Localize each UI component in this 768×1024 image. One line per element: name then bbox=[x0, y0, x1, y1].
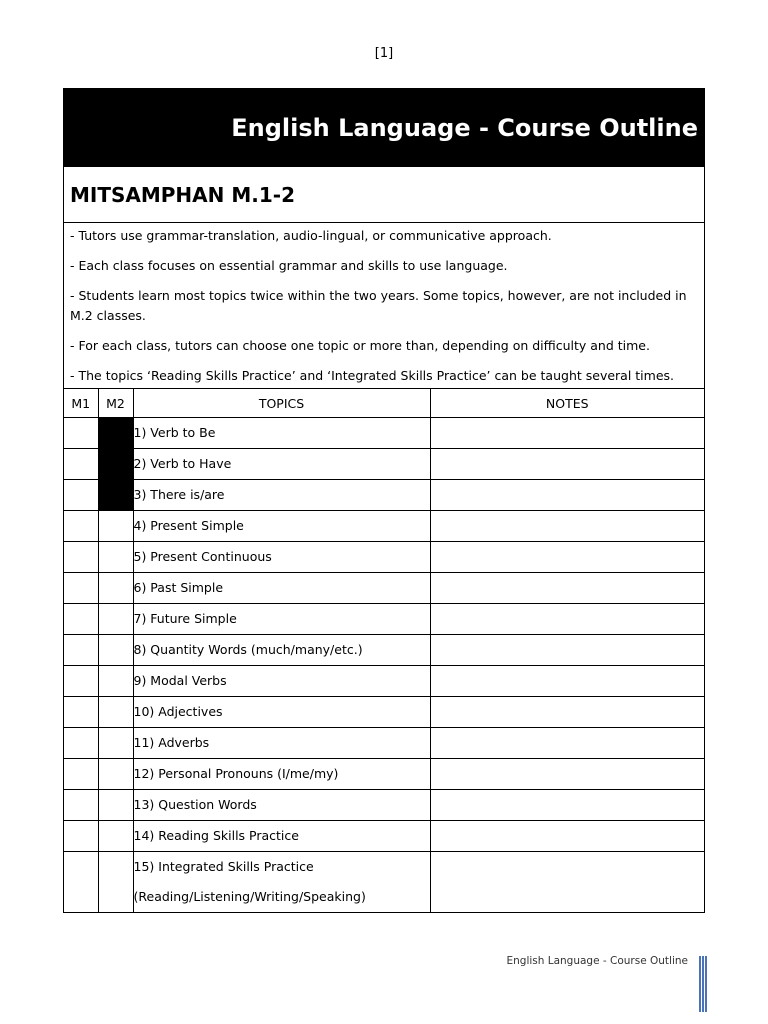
notes-cell bbox=[430, 759, 704, 790]
topic-cell bbox=[133, 821, 430, 852]
topic-cell bbox=[133, 852, 430, 913]
topic-label: 10) Adjectives bbox=[133, 704, 223, 719]
m1-cell bbox=[64, 418, 98, 449]
topic-cell bbox=[133, 418, 430, 449]
topic-label: 1) Verb to Be bbox=[133, 425, 216, 440]
notes-cell bbox=[430, 573, 704, 604]
topic-cell bbox=[133, 666, 430, 697]
m2-cell bbox=[98, 852, 133, 913]
table-row bbox=[64, 511, 704, 542]
m2-cell bbox=[98, 759, 133, 790]
m2-cell-excluded bbox=[98, 480, 133, 511]
topic-label: 3) There is/are bbox=[133, 487, 225, 502]
footer-bar bbox=[702, 956, 704, 1012]
table-row bbox=[64, 728, 704, 759]
notes-block bbox=[64, 222, 704, 388]
topic-label: 4) Present Simple bbox=[133, 518, 244, 533]
m1-cell bbox=[64, 511, 98, 542]
notes-cell bbox=[430, 666, 704, 697]
topic-label: 12) Personal Pronouns (I/me/my) bbox=[133, 766, 339, 781]
course-outline bbox=[63, 88, 705, 913]
topic-cell bbox=[133, 697, 430, 728]
m2-cell bbox=[98, 728, 133, 759]
table-row bbox=[64, 697, 704, 728]
topic-label: 7) Future Simple bbox=[133, 611, 237, 626]
table-row bbox=[64, 635, 704, 666]
notes-cell bbox=[430, 418, 704, 449]
table-row bbox=[64, 573, 704, 604]
m1-cell bbox=[64, 666, 98, 697]
table-row bbox=[64, 604, 704, 635]
m1-cell bbox=[64, 480, 98, 511]
m1-cell bbox=[64, 604, 98, 635]
m2-cell bbox=[98, 511, 133, 542]
table-row bbox=[64, 480, 704, 511]
notes-cell bbox=[430, 821, 704, 852]
header-m1: M1 bbox=[64, 389, 98, 418]
header-topics: TOPICS bbox=[133, 389, 430, 418]
notes-cell bbox=[430, 697, 704, 728]
notes-cell bbox=[430, 852, 704, 913]
footer-bar bbox=[699, 956, 701, 1012]
notes-cell bbox=[430, 790, 704, 821]
m1-cell bbox=[64, 449, 98, 480]
topic-cell bbox=[133, 449, 430, 480]
topic-label: 2) Verb to Have bbox=[133, 456, 232, 471]
topic-cell bbox=[133, 511, 430, 542]
table-row bbox=[64, 449, 704, 480]
footer-decoration bbox=[699, 956, 708, 1012]
notes-cell bbox=[430, 635, 704, 666]
header-m2: M2 bbox=[98, 389, 133, 418]
m1-cell bbox=[64, 635, 98, 666]
notes-cell bbox=[430, 604, 704, 635]
topic-cell bbox=[133, 542, 430, 573]
table-row bbox=[64, 666, 704, 697]
table-row bbox=[64, 418, 704, 449]
notes-cell bbox=[430, 511, 704, 542]
topic-label: 8) Quantity Words (much/many/etc.) bbox=[133, 642, 363, 657]
note-item: - Tutors use grammar-translation, audio-lingual, or communicative approach. bbox=[70, 228, 552, 243]
m2-cell bbox=[98, 666, 133, 697]
m1-cell bbox=[64, 821, 98, 852]
m2-cell bbox=[98, 790, 133, 821]
topic-cell bbox=[133, 480, 430, 511]
m2-cell bbox=[98, 697, 133, 728]
table-row bbox=[64, 759, 704, 790]
table-row bbox=[64, 542, 704, 573]
m1-cell bbox=[64, 542, 98, 573]
class-heading: MITSAMPHAN M.1-2 bbox=[70, 182, 295, 207]
footer-bar bbox=[705, 956, 707, 1012]
m2-cell bbox=[98, 821, 133, 852]
m2-cell bbox=[98, 604, 133, 635]
m1-cell bbox=[64, 852, 98, 913]
note-item: - Each class focuses on essential grammar and skills to use language. bbox=[70, 258, 508, 273]
table-row bbox=[64, 821, 704, 852]
topic-label: 13) Question Words bbox=[133, 797, 257, 812]
m2-cell bbox=[98, 573, 133, 604]
m1-cell bbox=[64, 790, 98, 821]
table-row bbox=[64, 852, 704, 913]
notes-cell bbox=[430, 728, 704, 759]
notes-cell bbox=[430, 542, 704, 573]
m1-cell bbox=[64, 697, 98, 728]
topic-cell bbox=[133, 604, 430, 635]
m1-cell bbox=[64, 728, 98, 759]
topic-label: 11) Adverbs bbox=[133, 735, 210, 750]
document-title: English Language - Course Outline bbox=[231, 113, 698, 142]
note-item: - Students learn most topics twice within the two years. Some topics, however, are not included in M.2 classes. bbox=[70, 288, 687, 323]
topics-table bbox=[64, 388, 704, 912]
topic-label: 9) Modal Verbs bbox=[133, 673, 227, 688]
topic-label: 14) Reading Skills Practice bbox=[133, 828, 299, 843]
m2-cell bbox=[98, 635, 133, 666]
notes-cell bbox=[430, 480, 704, 511]
m1-cell bbox=[64, 573, 98, 604]
footer-text: English Language - Course Outline bbox=[506, 955, 688, 967]
m2-cell-excluded bbox=[98, 418, 133, 449]
class-heading-row bbox=[64, 166, 704, 222]
page-number: [1] bbox=[374, 46, 394, 61]
topic-cell bbox=[133, 728, 430, 759]
topic-cell bbox=[133, 635, 430, 666]
topic-label-continued: (Reading/Listening/Writing/Speaking) bbox=[133, 889, 366, 904]
title-bar bbox=[64, 89, 704, 166]
topic-cell bbox=[133, 790, 430, 821]
m2-cell-excluded bbox=[98, 449, 133, 480]
m2-cell bbox=[98, 542, 133, 573]
topic-cell bbox=[133, 573, 430, 604]
m1-cell bbox=[64, 759, 98, 790]
table-header-row bbox=[64, 389, 704, 418]
topic-label: 5) Present Continuous bbox=[133, 549, 272, 564]
notes-cell bbox=[430, 449, 704, 480]
topic-label: 6) Past Simple bbox=[133, 580, 224, 595]
topic-cell bbox=[133, 759, 430, 790]
note-item: - The topics ‘Reading Skills Practice’ and ‘Integrated Skills Practice’ can be taught several times. bbox=[70, 368, 675, 383]
topic-label: 15) Integrated Skills Practice bbox=[133, 859, 314, 874]
note-item: - For each class, tutors can choose one topic or more than, depending on difficulty and time. bbox=[70, 338, 650, 353]
header-notes: NOTES bbox=[430, 389, 704, 418]
table-row bbox=[64, 790, 704, 821]
